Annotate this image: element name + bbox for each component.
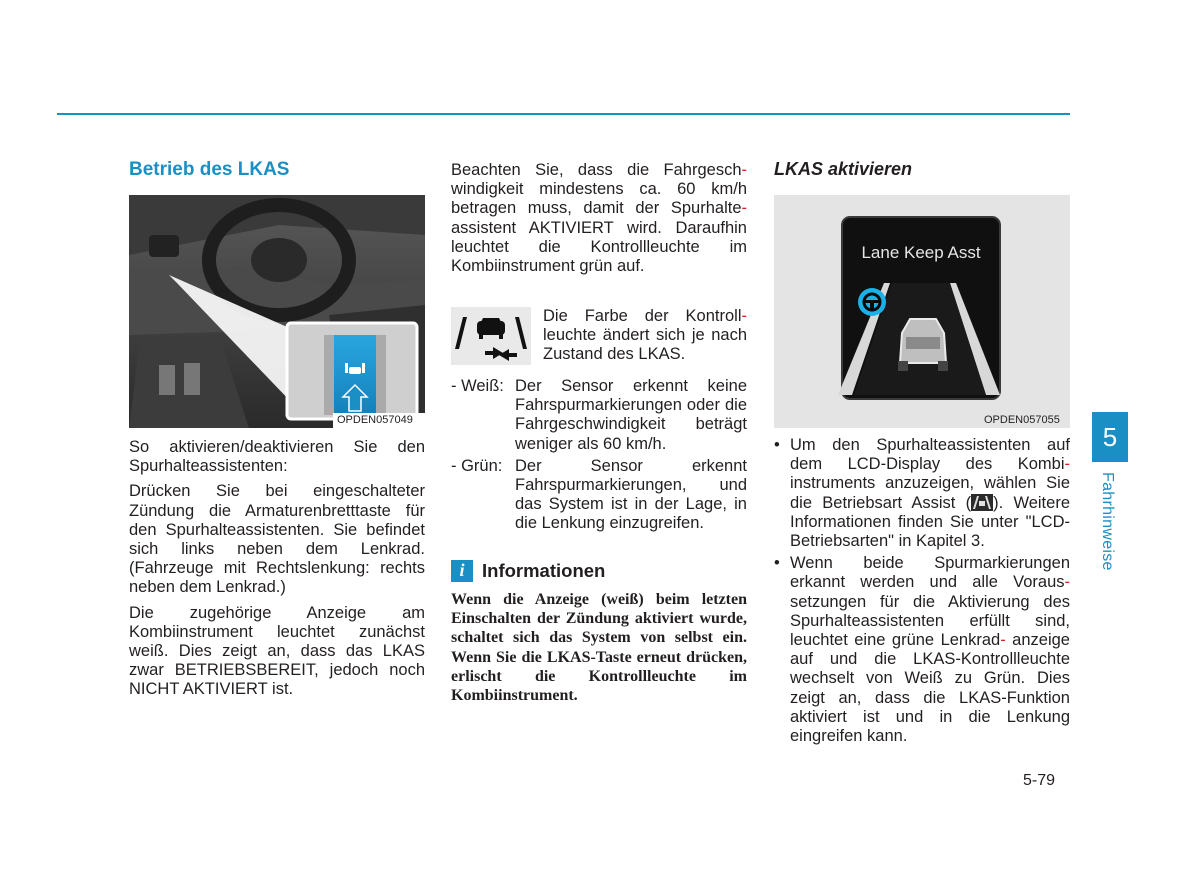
state-item-green bbox=[451, 457, 747, 534]
info-title: Informationen bbox=[482, 560, 606, 582]
bullet-text bbox=[790, 436, 1070, 551]
text-run: instruments anzuzeigen, wählen Sie die Betriebsart Assist ( bbox=[790, 474, 1070, 512]
left-text bbox=[129, 438, 425, 700]
info-header bbox=[451, 560, 747, 582]
bullet-item bbox=[774, 554, 1070, 746]
lcd-illustration bbox=[774, 195, 1070, 428]
info-icon: i bbox=[451, 560, 473, 582]
assist-mode-icon bbox=[971, 494, 993, 511]
text-run: anzeige auf und die LKAS-Kontrollleuchte wechselt von Weiß zu Grün. Dies zeigt an, dass die LKAS-Funktion aktiviert ist und in die Lenkung eingreifen kann. bbox=[790, 631, 1070, 746]
bullet: • bbox=[774, 554, 780, 573]
state-term: - Weiß: bbox=[451, 377, 504, 395]
left-column bbox=[129, 160, 425, 179]
paragraph: So aktivieren/deaktivieren Sie den Spurhalteassistenten: bbox=[129, 438, 425, 476]
section-heading: Betrieb des LKAS bbox=[129, 159, 290, 180]
header-rule bbox=[57, 113, 1070, 115]
middle-column bbox=[451, 161, 747, 276]
state-list bbox=[451, 377, 747, 534]
text-run: Wenn beide Spurmarkierungen erkannt werden und alle Voraus bbox=[790, 554, 1070, 592]
right-heading-wrap bbox=[774, 160, 1070, 179]
text-run: Um den Spurhalteassistenten auf dem LCD-Display des Kombi bbox=[790, 436, 1070, 474]
dashboard-photo bbox=[129, 195, 425, 428]
text-run: windigkeit mindestens ca. 60 km/h betragen muss, damit der Spurhalte bbox=[451, 180, 747, 218]
text-run: Die Farbe der Kontroll bbox=[543, 307, 742, 325]
text-run: setzungen für die Aktivierung des Spurhalteassistenten erfüllt sind, leuchtet eine grüne Lenkrad bbox=[790, 592, 1070, 650]
info-box bbox=[451, 560, 747, 705]
image-code: OPDEN057049 bbox=[337, 414, 413, 426]
text-run: ). Weitere Informationen finden Sie unter "LCD-Betriebsarten" in Kapitel 3. bbox=[790, 493, 1070, 551]
hyphen: - bbox=[1000, 631, 1006, 650]
bullet-item bbox=[774, 436, 1070, 551]
cluster-display-photo bbox=[774, 195, 1070, 428]
hyphen: - bbox=[741, 199, 747, 218]
hyphen: - bbox=[1064, 573, 1070, 592]
chapter-label: Fahrhinweise bbox=[1099, 472, 1116, 571]
paragraph bbox=[451, 161, 747, 276]
hyphen: - bbox=[1064, 455, 1070, 474]
bullet: • bbox=[774, 436, 780, 454]
right-text bbox=[774, 436, 1070, 746]
text-run: leuchte ändert sich je nach Zustand des LKAS. bbox=[543, 326, 747, 364]
subsection-heading: LKAS aktivieren bbox=[774, 159, 913, 179]
hyphen: - bbox=[741, 161, 747, 179]
image-code: OPDEN057055 bbox=[984, 414, 1060, 426]
paragraph: Die zugehörige Anzeige am Kombiinstrument leuchtet zunächst weiß. Dies zeigt an, dass das LKAS zwar BETRIEBSBEREIT, jedoch noch NICHT AKTIVIERT ist. bbox=[129, 603, 425, 699]
info-body: Wenn die Anzeige (weiß) beim letzten Einschalten der Zündung aktiviert wurde, schaltet sich das System von selbst ein. Wenn Sie die LKAS-Taste erneut drücken, erlischt die Kontrollleuchte im Kombiinstrument. bbox=[451, 591, 747, 705]
icon-caption bbox=[543, 307, 747, 365]
state-item-white bbox=[451, 377, 747, 454]
lcd-title: Lane Keep Asst bbox=[861, 243, 981, 262]
state-term: - Grün: bbox=[451, 456, 503, 475]
page-number: 5-79 bbox=[1023, 772, 1056, 789]
text-run: Beachten Sie, dass die Fahrgesch bbox=[451, 161, 742, 179]
text-run: assistent AKTIVIERT wird. Daraufhin leuchtet die Kontrollleuchte im Kombiinstrument grün auf. bbox=[451, 218, 747, 276]
state-desc: Der Sensor erkennt Fahrspurmarkierungen, und das System ist in der Lage, in die Lenkung einzugreifen. bbox=[515, 456, 747, 533]
hyphen: - bbox=[741, 307, 747, 325]
state-desc: Der Sensor erkennt keine Fahrspurmarkierungen oder die Fahrgeschwindigkeit beträgt weniger als 60 km/h. bbox=[515, 377, 747, 453]
paragraph: Drücken Sie bei eingeschalteter Zündung die Armaturenbretttaste für den Spurhalteassistenten. Sie befindet sich links neben dem Lenkrad. (Fahrzeuge mit Rechtslenkung: rechts neben dem Lenkrad.) bbox=[129, 482, 425, 597]
lane-keep-indicator-icon bbox=[451, 307, 531, 365]
bullet-text bbox=[790, 554, 1070, 746]
dashboard-illustration bbox=[129, 195, 425, 428]
chapter-tab: 5 bbox=[1092, 412, 1128, 462]
